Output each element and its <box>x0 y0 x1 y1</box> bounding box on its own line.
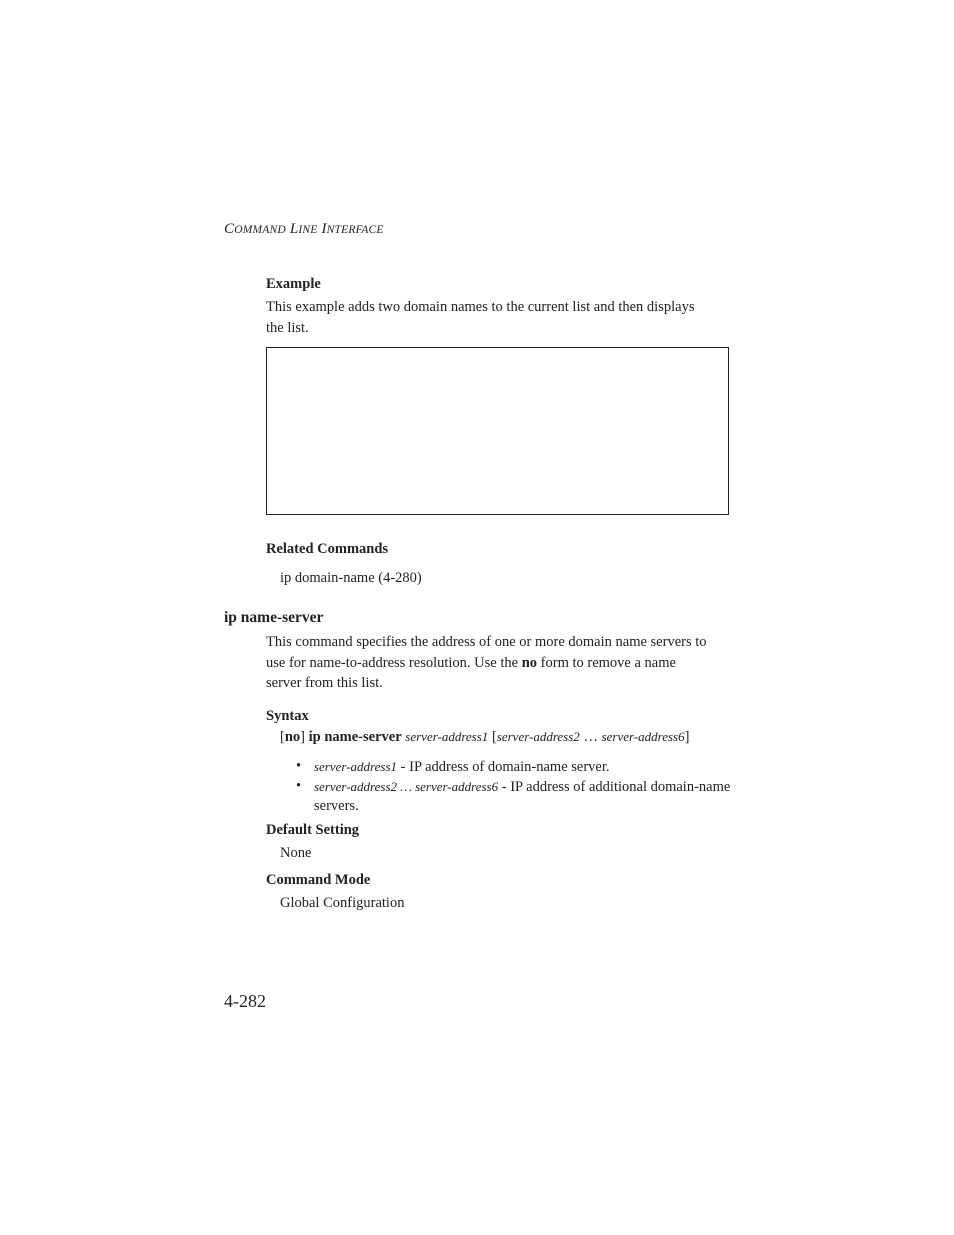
command-description-line: This command specifies the address of one or more domain name servers to <box>266 634 707 650</box>
command-description-line <box>266 653 707 674</box>
desc-text: form to remove a name <box>537 654 676 671</box>
running-header <box>224 221 384 238</box>
command-description <box>266 632 707 694</box>
header-cap-c: C <box>224 221 235 237</box>
header-word-ine: INE <box>298 224 318 236</box>
related-commands-heading: Related Commands <box>266 541 389 557</box>
command-mode-heading: Command Mode <box>266 872 371 888</box>
bracket: [ <box>280 729 285 745</box>
list-item <box>296 777 736 816</box>
example-heading: Example <box>266 276 321 292</box>
syntax-arg: server-address1 <box>405 729 489 744</box>
param-name: server-address2 … server-address6 <box>314 779 499 794</box>
bracket: ] <box>300 729 309 745</box>
parameter-list <box>296 757 736 816</box>
syntax-line <box>280 729 689 746</box>
bullet-icon: • <box>296 778 302 794</box>
param-desc: servers. <box>314 798 359 814</box>
example-description-line: This example adds two domain names to the current list and then displays <box>266 299 695 315</box>
bracket: [ <box>488 729 497 745</box>
example-code-box <box>266 347 729 515</box>
related-command-link: ip domain-name (4-280) <box>280 570 422 586</box>
example-description <box>266 297 694 338</box>
command-mode-value: Global Configuration <box>280 895 405 911</box>
default-setting-value: None <box>280 845 312 861</box>
default-setting-heading: Default Setting <box>266 822 360 838</box>
syntax-arg: server-address6 <box>601 729 685 744</box>
syntax-arg: server-address2 <box>496 729 580 744</box>
command-title: ip name-server <box>224 609 324 626</box>
param-name: server-address1 <box>314 759 398 774</box>
header-cap-i: I <box>321 221 327 237</box>
param-desc: - IP address of domain-name server. <box>397 759 610 775</box>
list-item <box>296 757 736 777</box>
syntax-no-keyword: no <box>284 729 301 745</box>
syntax-heading: Syntax <box>266 708 309 724</box>
desc-no-keyword: no <box>521 654 538 671</box>
param-desc: - IP address of additional domain-name <box>498 779 731 795</box>
desc-text: use for name-to-address resolution. Use the <box>266 654 522 671</box>
bullet-icon: • <box>296 758 302 774</box>
example-description-line: the list. <box>266 319 309 336</box>
page-number: 4-282 <box>224 991 266 1011</box>
ellipsis: … <box>579 729 602 745</box>
header-word-ommand: OMMAND <box>234 224 286 236</box>
bracket: ] <box>684 729 690 745</box>
header-word-nterface: NTERFACE <box>326 224 384 236</box>
syntax-command: ip name-server <box>308 729 402 745</box>
command-description-line: server from this list. <box>266 675 383 691</box>
header-cap-l: L <box>289 221 299 237</box>
